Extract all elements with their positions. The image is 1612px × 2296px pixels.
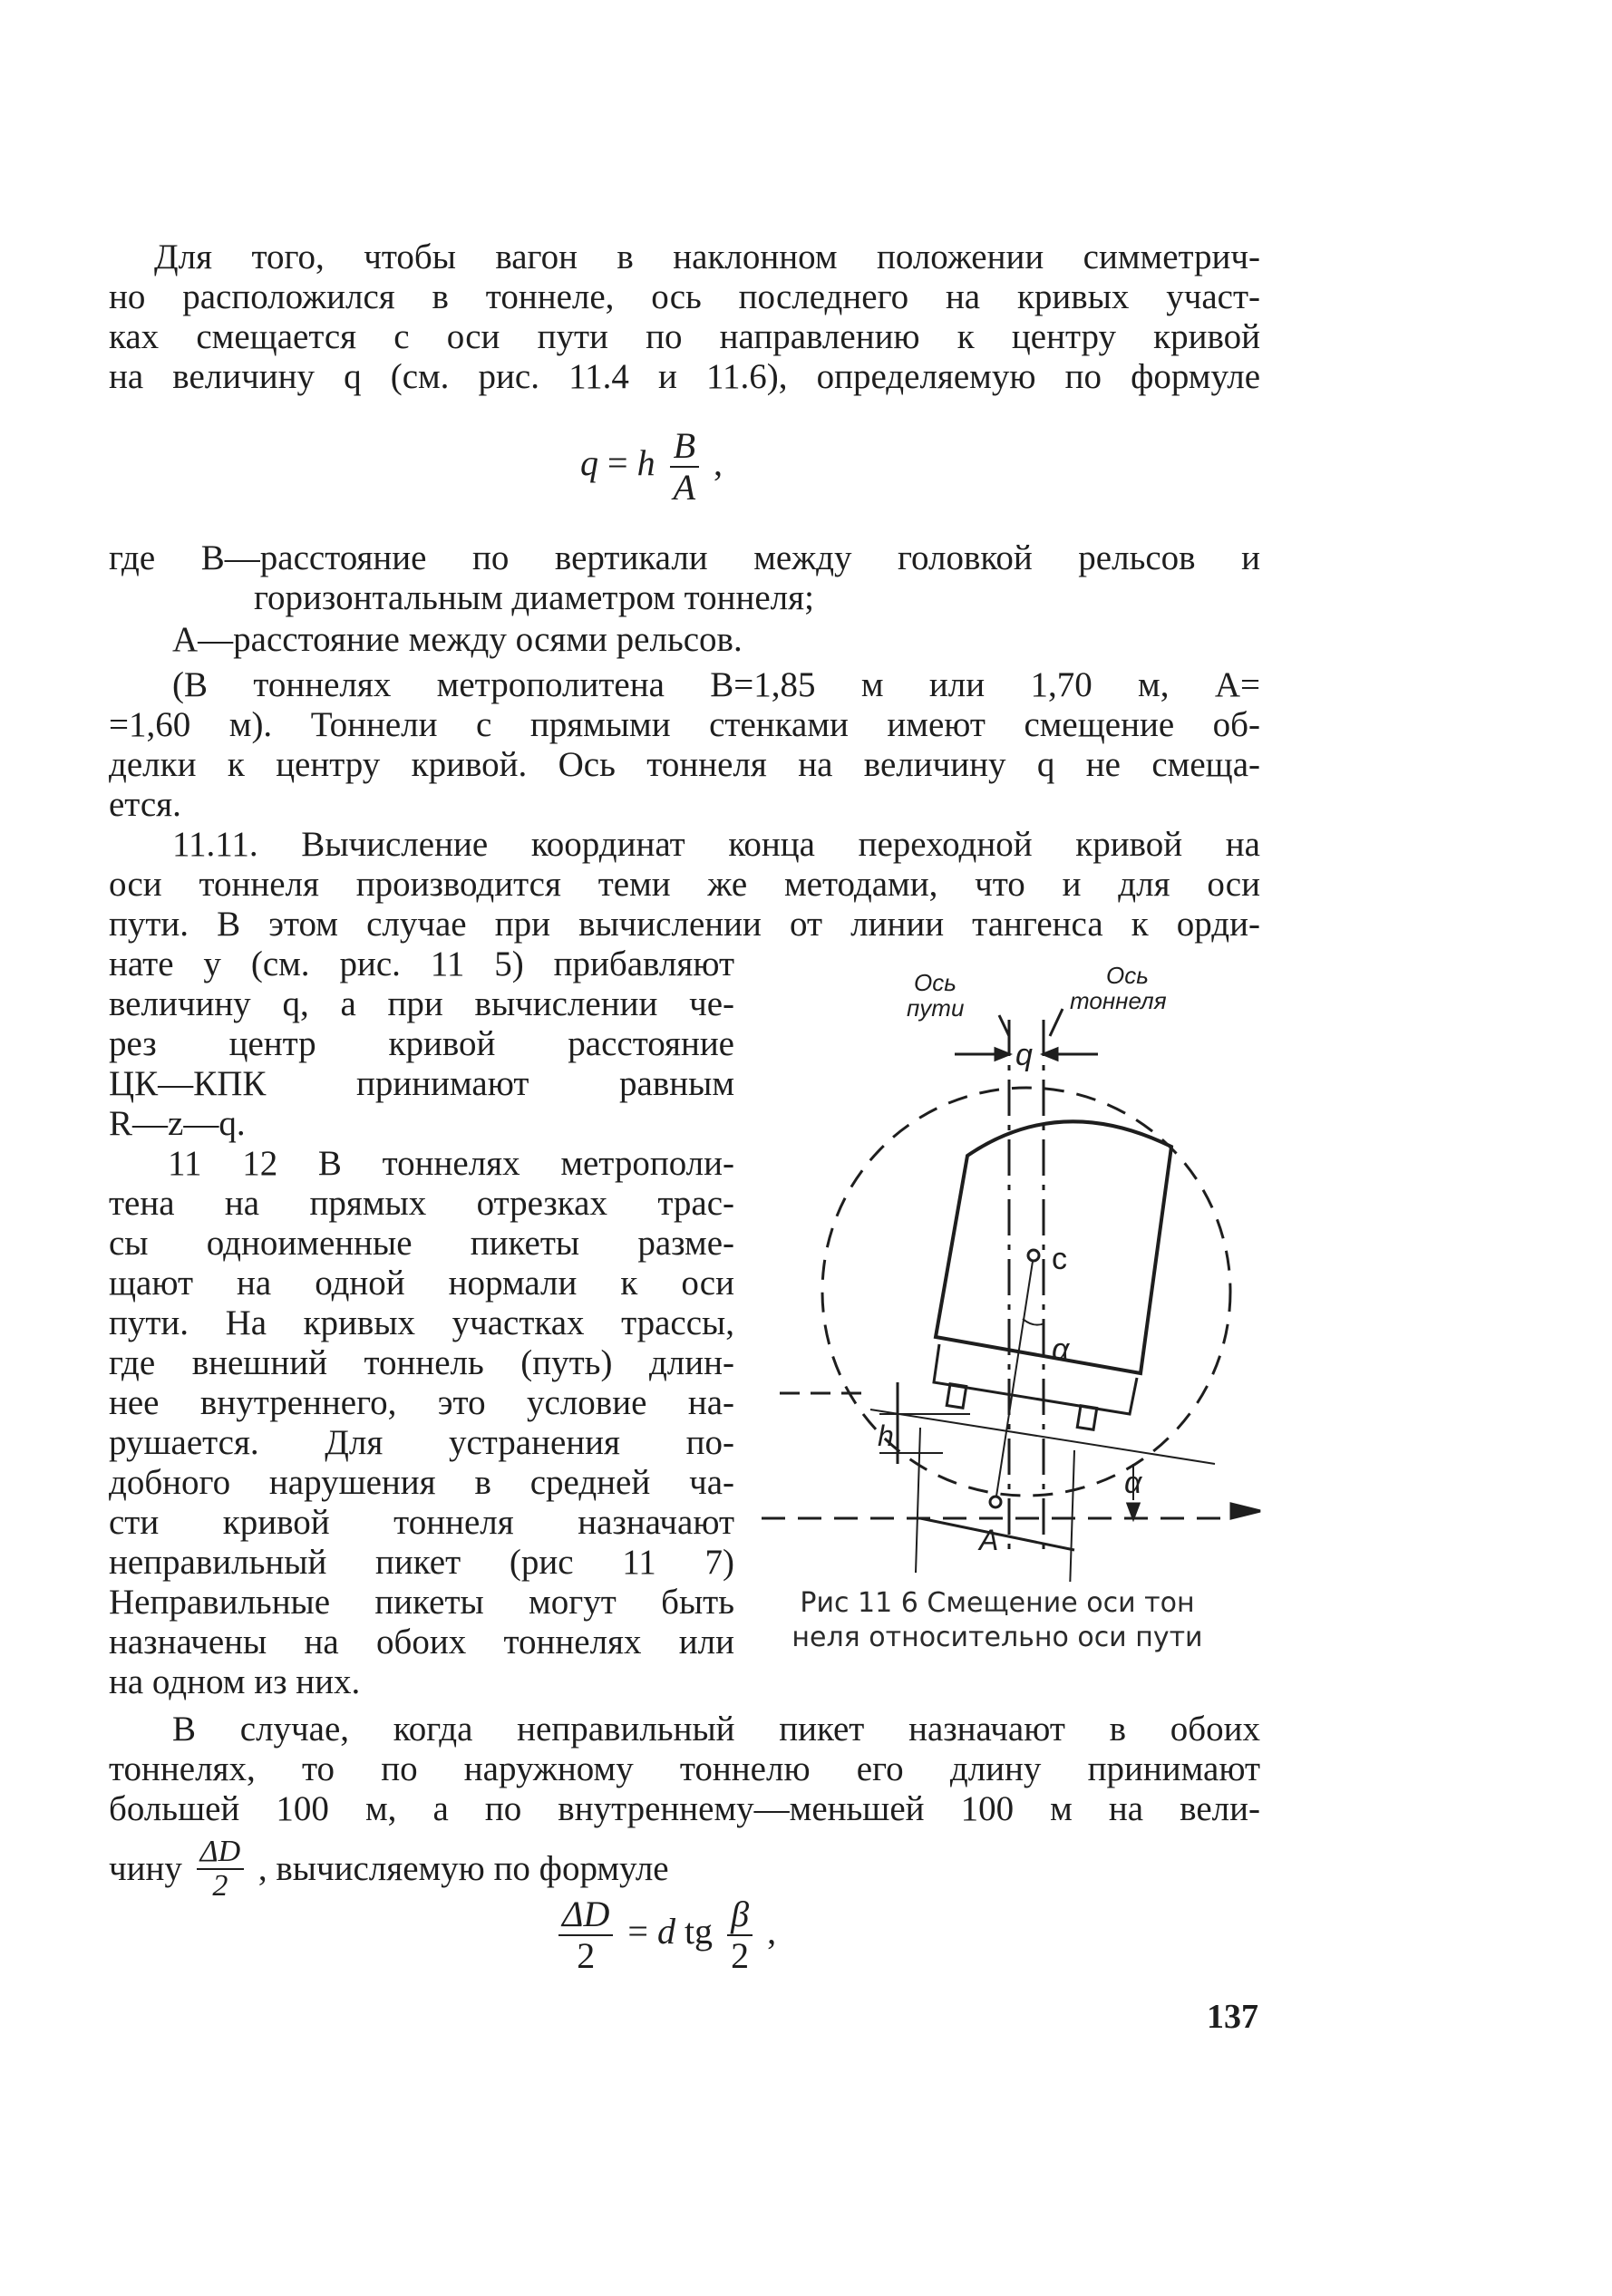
text-line: пути. На кривых участках трассы, <box>109 1303 734 1342</box>
label-track-axis: пути <box>907 994 965 1022</box>
formula-fraction <box>558 1894 613 1976</box>
label-h: h <box>878 1419 894 1452</box>
formula-symbol: , <box>714 442 723 484</box>
formula-q <box>580 426 723 508</box>
dimension-line <box>1070 1450 1074 1582</box>
formula-fraction <box>727 1894 753 1976</box>
inline-fraction <box>197 1836 245 1903</box>
text-line: оси тоннеля производится теми же методами, что и для оси <box>109 865 1260 904</box>
centre-point <box>1028 1250 1039 1261</box>
text-line: рушается. Для устранения по- <box>109 1423 734 1462</box>
text-fragment: , вычисляемую по формуле <box>257 1849 669 1888</box>
fraction-denominator: 2 <box>577 1935 596 1976</box>
text-line: щают на одной нормали к оси <box>109 1264 734 1303</box>
text-line: где внешний тоннель (путь) длин- <box>109 1343 734 1382</box>
label-alpha-2: α <box>1124 1466 1142 1500</box>
text-line: на величину q (см. рис. 11.4 и 11.6), определяемую по формуле <box>109 357 1260 396</box>
text-line: 11.11. Вычисление координат конца переходной кривой на <box>172 825 1260 864</box>
label-alpha-1: α <box>1052 1332 1070 1367</box>
text-line: горизонтальным диаметром тоннеля; <box>254 578 814 617</box>
text-line: сы одноименные пикеты разме- <box>109 1224 734 1263</box>
formula-symbol: tg <box>684 1911 714 1952</box>
text-line: неправильный пикет (рис 11 7) <box>109 1543 734 1582</box>
label-tunnel-axis: Ось <box>1106 962 1149 989</box>
text-fragment: чину <box>109 1849 182 1888</box>
label-tunnel-axis: тоннеля <box>1070 987 1167 1014</box>
text-line: назначены на обоих тоннелях или <box>109 1623 734 1661</box>
text-line: ЦК—КПК принимают равным <box>109 1064 734 1103</box>
label-q: q <box>1015 1038 1033 1072</box>
text-line: ется. <box>109 785 181 824</box>
fraction-numerator: ΔD <box>558 1894 613 1936</box>
text-line: тоннелях, то по наружному тоннелю его длину принимают <box>109 1749 1260 1788</box>
formula-symbol: = <box>627 1911 648 1952</box>
caption-line: Рис 11 6 Смещение оси тон <box>800 1587 1195 1619</box>
formula-symbol: , <box>767 1911 777 1952</box>
text-line: ках смещается с оси пути по направлению к центру кривой <box>109 317 1260 356</box>
fraction-denominator: A <box>673 467 695 508</box>
text-line: сти кривой тоннеля назначают <box>109 1503 734 1542</box>
text-line: =1,60 м). Тоннели с прямыми стенками имеют смещение об- <box>109 705 1260 744</box>
text-line: нате y (см. рис. 11 5) прибавляют <box>109 945 734 983</box>
fraction-numerator: ΔD <box>197 1836 245 1870</box>
text-line: 11 12 В тоннелях метрополи- <box>168 1144 734 1183</box>
arrowhead <box>1231 1504 1260 1518</box>
text-line: добного нарушения в средней ча- <box>109 1463 734 1502</box>
arrowhead <box>1044 1049 1057 1060</box>
label-track-axis: Ось <box>914 969 957 996</box>
text-line: (В тоннелях метрополитена B=1,85 м или 1,70 м, A= <box>172 665 1260 704</box>
leader-line <box>1050 1009 1063 1036</box>
text-line: нее внутреннего, это условие на- <box>109 1383 734 1422</box>
pivot-point <box>990 1497 1001 1507</box>
text-line: где B—расстояние по вертикали между головкой рельсов и <box>109 538 1260 577</box>
arrowhead <box>1128 1504 1139 1518</box>
fraction-numerator: β <box>727 1894 753 1936</box>
text-line: рез центр кривой расстояние <box>109 1024 734 1063</box>
text-line: A—расстояние между осями рельсов. <box>172 620 743 659</box>
fraction-denominator: 2 <box>212 1869 228 1903</box>
fraction-denominator: 2 <box>731 1935 750 1976</box>
formula-symbol: h <box>636 442 655 484</box>
dimension-line <box>916 1428 920 1573</box>
text-line: но расположился в тоннеле, ось последнего на кривых участ- <box>109 277 1260 316</box>
formula-symbol: = <box>607 442 628 484</box>
text-line: величину q, а при вычислении че- <box>109 984 734 1023</box>
figure-tunnel-offset <box>762 956 1269 1582</box>
text-line-with-fraction <box>109 1836 1260 1903</box>
arrowhead <box>995 1049 1009 1060</box>
label-a: A <box>979 1524 999 1556</box>
text-line: пути. В этом случае при вычислении от линии тангенса к орди- <box>109 905 1260 944</box>
formula-symbol: q <box>580 442 598 484</box>
formula-delta-d <box>553 1894 776 1976</box>
text-line: Неправильные пикеты могут быть <box>109 1583 734 1622</box>
text-line: большей 100 м, а по внутреннему—меньшей 100 м на вели- <box>109 1789 1260 1828</box>
formula-fraction <box>670 426 699 508</box>
text-line: В случае, когда неправильный пикет назначают в обоих <box>172 1710 1260 1749</box>
text-line: R—z—q. <box>109 1104 246 1143</box>
angle-arc <box>1023 1319 1044 1325</box>
label-c: c <box>1052 1242 1067 1276</box>
car-axis-line <box>995 1255 1034 1502</box>
text-line: тена на прямых отрезках трас- <box>109 1184 734 1223</box>
figure-caption <box>771 1586 1224 1655</box>
caption-line: неля относительно оси пути <box>791 1622 1203 1653</box>
formula-symbol: d <box>656 1911 675 1952</box>
text-line: Для того, чтобы вагон в наклонном положении симметрич- <box>154 237 1260 276</box>
fraction-numerator: B <box>670 426 699 468</box>
text-line: делки к центру кривой. Ось тоннеля на величину q не смеща- <box>109 745 1260 784</box>
text-line: на одном из них. <box>109 1662 361 1701</box>
page-number: 137 <box>1207 1998 1258 2036</box>
leader-line <box>999 1015 1009 1036</box>
